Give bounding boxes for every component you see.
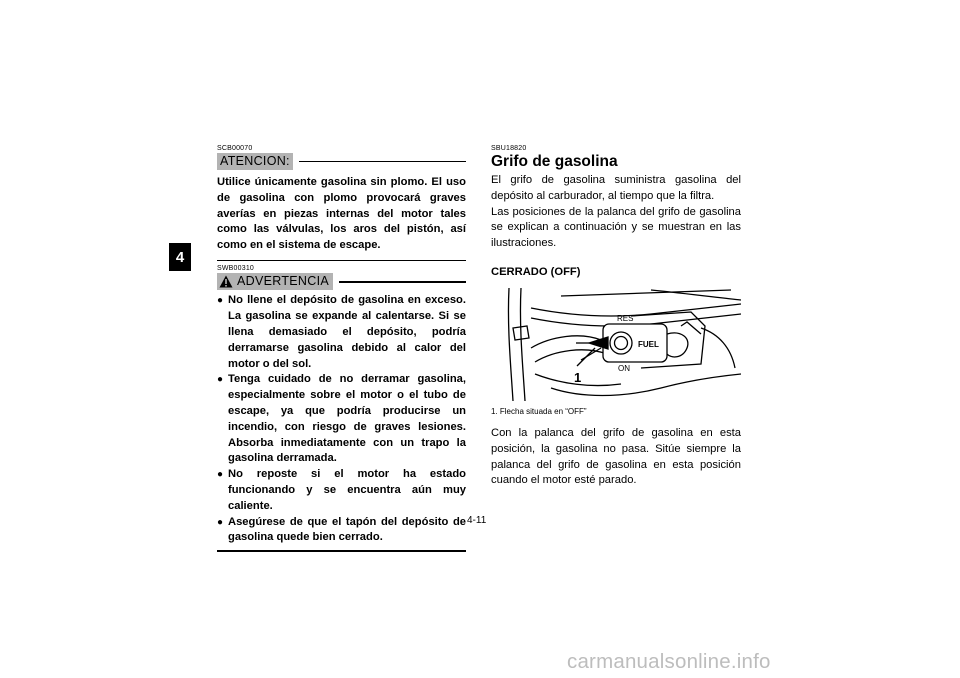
- right-column: [491, 145, 741, 489]
- bullet-icon: ●: [217, 295, 224, 307]
- fuel-label: FUEL: [638, 339, 659, 349]
- caution-text: Utilice únicamente gasolina sin plomo. El uso de gasolina con plomo provocará graves averías en piezas internas del motor tales como las válvulas, los aros del pistón, así como en el sistema de escape.: [217, 176, 466, 252]
- fuel-cock-illustration: [491, 288, 741, 401]
- bullet-icon: ●: [217, 374, 224, 386]
- warning-code: SWB00310: [217, 265, 255, 273]
- caution-header: [217, 153, 466, 170]
- warning-label: ADVERTENCIA: [237, 274, 329, 289]
- body-paragraph: Con la palanca del grifo de gasolina en esta posición, la gasolina no pasa. Sitúe siempre la palanca del grifo de gasolina en esta posición cuando el motor esté parado.: [491, 426, 741, 487]
- warning-header: [217, 273, 466, 290]
- res-label: RES: [617, 313, 634, 323]
- intro-paragraph-1: El grifo de gasolina suministra gasolina del depósito al carburador, al tiempo que la filtra.: [491, 174, 741, 202]
- section-title: Grifo de gasolina: [491, 153, 618, 170]
- warning-list: [217, 293, 466, 546]
- list-item: ● No reposte si el motor ha estado funcionando y se encuentra aún muy caliente.: [217, 468, 466, 512]
- caution-label: ATENCION:: [217, 153, 293, 170]
- chapter-tab: 4: [169, 243, 191, 271]
- warning-rule: [339, 281, 466, 283]
- callout-number: 1: [574, 369, 582, 385]
- warning-triangle-icon: [219, 275, 233, 288]
- fuel-cock-drawing: [491, 288, 741, 401]
- list-item: ● Tenga cuidado de no derramar gasolina, especialmente sobre el motor o el tubo de escape, ya que podría producirse un incendio, con riesgo de graves lesiones. Absorba inmediatamente con un trapo la gasolina derramada.: [217, 373, 466, 465]
- figure-caption: 1. Flecha situada en “OFF”: [491, 406, 587, 416]
- caution-code: SCB00070: [217, 145, 253, 152]
- warning-end-rule: [217, 550, 466, 552]
- section-code: SBU18820: [491, 145, 527, 152]
- list-item: ● No llene el depósito de gasolina en exceso. La gasolina se expande al calentarse. Si se llena demasiado el depósito, podría derramarse gasolina debido al calor del motor o del sol.: [217, 294, 466, 370]
- intro-paragraph-2: Las posiciones de la palanca del grifo de gasolina se explican a continuación y se muestran en las ilustraciones.: [491, 205, 741, 250]
- on-label: ON: [618, 363, 630, 373]
- page-number: 4-11: [467, 515, 487, 526]
- caution-end-rule: [217, 260, 466, 262]
- bullet-icon: ●: [217, 469, 224, 481]
- watermark: carmanualsonline.info: [567, 650, 771, 673]
- left-column: [217, 145, 466, 552]
- list-item: ● Asegúrese de que el tapón del depósito de gasolina quede bien cerrado.: [217, 515, 466, 544]
- bullet-icon: ●: [217, 516, 224, 528]
- warning-label-box: [217, 273, 333, 290]
- subheading-off: CERRADO (OFF): [491, 265, 581, 278]
- caution-rule: [299, 161, 466, 163]
